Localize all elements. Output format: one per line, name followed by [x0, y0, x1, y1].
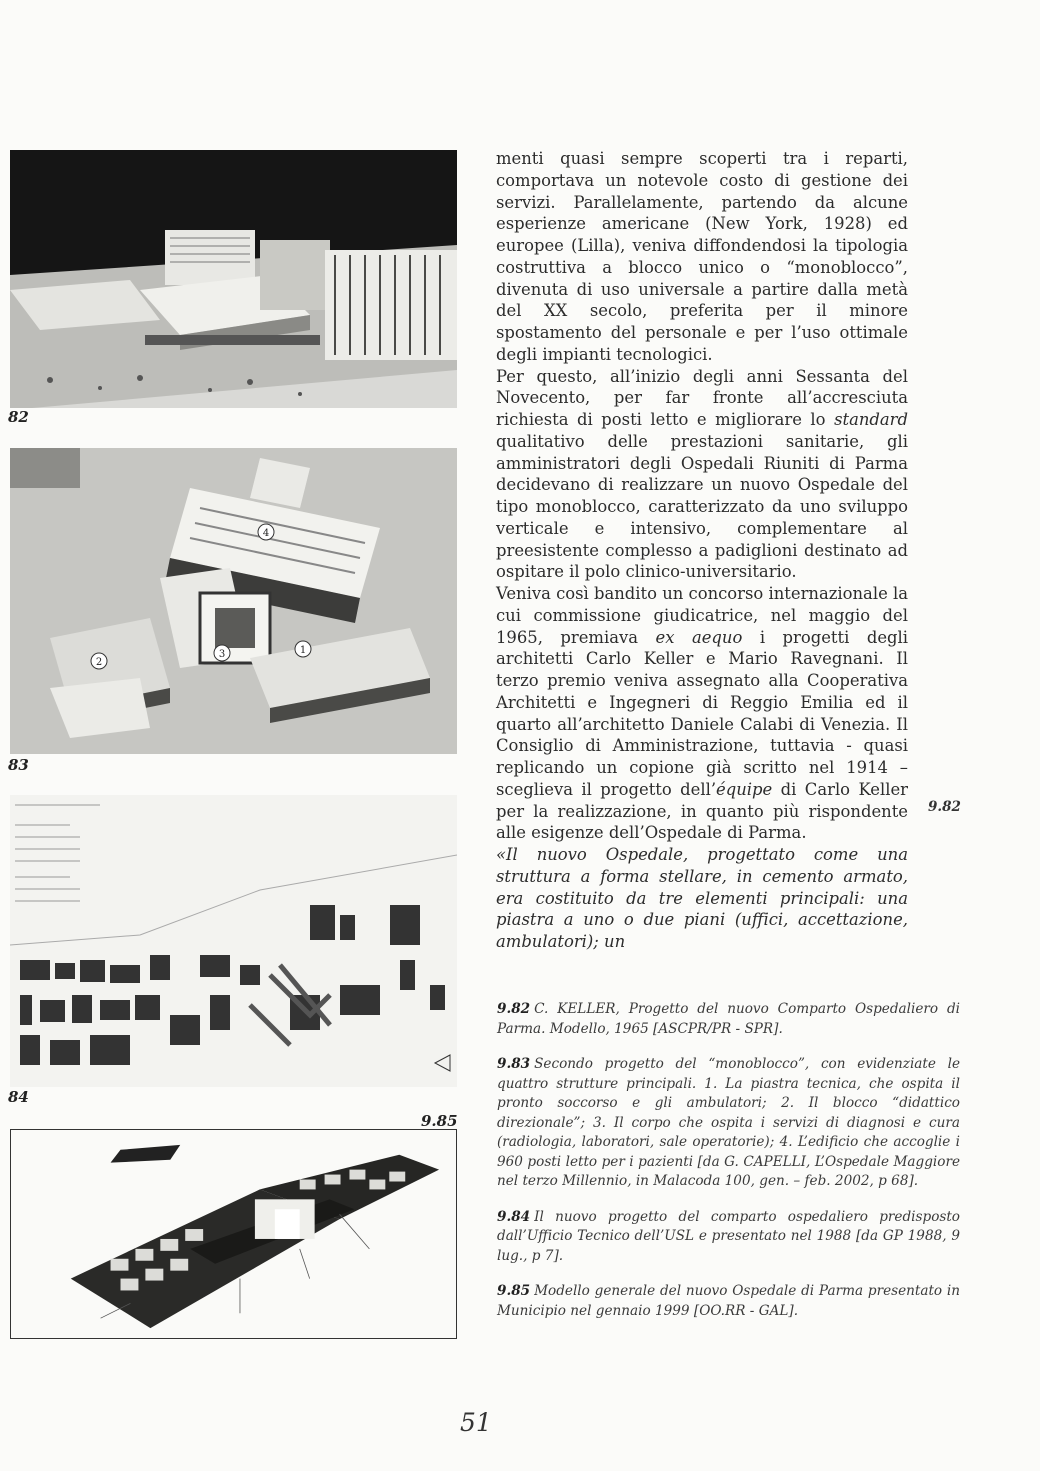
- paragraph-2-text-a: Per questo, all’inizio degli anni Sessanta del Novecento, per far fronte all’accresciuta richiesta di posti letto e migliorare lo: [496, 366, 908, 429]
- figure-9-82-model-photo: [10, 150, 457, 408]
- figure-9-85-general-model: [10, 1129, 457, 1339]
- figure-number-82: 82: [8, 408, 29, 426]
- paragraph-2: [496, 366, 908, 584]
- caption-number: 9.84: [497, 1208, 531, 1225]
- figure-9-83-aerial-view: [10, 448, 457, 754]
- caption-number: 9.85: [497, 1283, 531, 1299]
- caption-number: 9.83: [497, 1056, 531, 1072]
- quote-paragraph: «Il nuovo Ospedale, progettato come una struttura a forma stellare, in cemento armato, era costituito da tre elementi principali: una piastra a uno o due piani (uffici, accettazione, ambulatori); un: [496, 845, 908, 951]
- svg-text:2: 2: [95, 657, 103, 668]
- caption-text: Secondo progetto del “monoblocco”, con evidenziate le quattro strutture principali. 1. La piastra tecnica, che ospita il pronto soccorso e gli ambulatori; 2. Il blocco “didattico direzionale”; 3. Il corpo che ospita i servizi di diagnosi e cura (radiologia, laboratori, sale operatorie); 4. L’edificio che accoglie i 960 posti letto per i pazienti [da G. CAPELLI, L’Ospedale Maggiore nel terzo Millennio, in Malacoda 100, gen. – feb. 2002, p 68].: [497, 1056, 960, 1189]
- caption-9-84: [497, 1208, 960, 1267]
- paragraph-1: menti quasi sempre scoperti tra i reparti, comportava un notevole costo di gestione dei servizi. Parallelamente, partendo da alcune esperienze americane (New York, 1928) ed europee (Lilla), veniva diffondendosi la tipologia costruttiva a blocco unico o “monoblocco”, divenuta di uso universale a partire dalla metà del XX secolo, preferita per il minore spostamento del personale e per l’uso ottimale degli impianti tecnologici.: [496, 149, 908, 364]
- svg-text:4: 4: [262, 528, 270, 539]
- figure-number-9-85: 9.85: [421, 1112, 458, 1130]
- caption-text: Il nuovo progetto del comparto ospedaliero predisposto dall’Ufficio Tecnico dell’USL e presentato nel 1988 [da GP 1988, 9 lug., p 7].: [497, 1208, 960, 1264]
- figure-number-84: 84: [8, 1088, 29, 1106]
- svg-text:3: 3: [218, 649, 226, 660]
- paragraph-3-text-c: di Carlo Keller per la realizzazione, in quanto più rispondente alle esigenze dell’Ospedale di Parma.: [496, 779, 908, 843]
- caption-number: 9.82: [497, 1001, 531, 1017]
- caption-9-82: [497, 1000, 960, 1039]
- caption-text: Modello generale del nuovo Ospedale di Parma presentato in Municipio nel gennaio 1999 [OO.RR - GAL].: [497, 1283, 960, 1319]
- paragraph-3-text-b: i progetti degli architetti Carlo Keller e Mario Ravegnani. Il terzo premio veniva assegnato alla Cooperativa Architetti e Ingegneri di Reggio Emilia ed il quarto all’architetto Daniele Calabi di Venezia. Il Consiglio di Amministrazione, tuttavia - quasi replicando un copione già scritto nel 1914 – sceglieva il progetto dell’: [496, 627, 909, 799]
- margin-figure-reference: 9.82: [928, 799, 961, 815]
- page-number: 51: [460, 1408, 492, 1437]
- figure-9-84-site-plan: [10, 795, 457, 1087]
- caption-text: C. KELLER, Progetto del nuovo Comparto Ospedaliero di Parma. Modello, 1965 [ASCPR/PR - SPR].: [497, 1001, 960, 1037]
- paragraph-2-text-b: qualitativo delle prestazioni sanitarie, gli amministratori degli Ospedali Riuniti di Parma decidevano di realizzare un nuovo Ospedale del tipo monoblocco, caratterizzato da uno sviluppo verticale e intensivo, complementare al preesistente complesso a padiglioni destinato ad ospitare il polo clinico-universitario.: [496, 431, 908, 582]
- caption-9-85: [497, 1282, 960, 1321]
- paragraph-3-emphasis-b: équipe: [716, 779, 773, 799]
- figure-number-83: 83: [8, 756, 29, 774]
- paragraph-3-emphasis-a: ex aequo: [655, 627, 743, 647]
- caption-9-83: [497, 1055, 960, 1192]
- body-text: [496, 148, 908, 953]
- paragraph-3-text-a: Veniva così bandito un concorso internazionale la cui commissione giudicatrice, nel maggio del 1965, premiava: [496, 584, 908, 647]
- figure-captions: [497, 1000, 960, 1337]
- paragraph-2-emphasis: standard: [834, 410, 908, 429]
- svg-text:1: 1: [299, 645, 307, 656]
- paragraph-3: [496, 583, 908, 844]
